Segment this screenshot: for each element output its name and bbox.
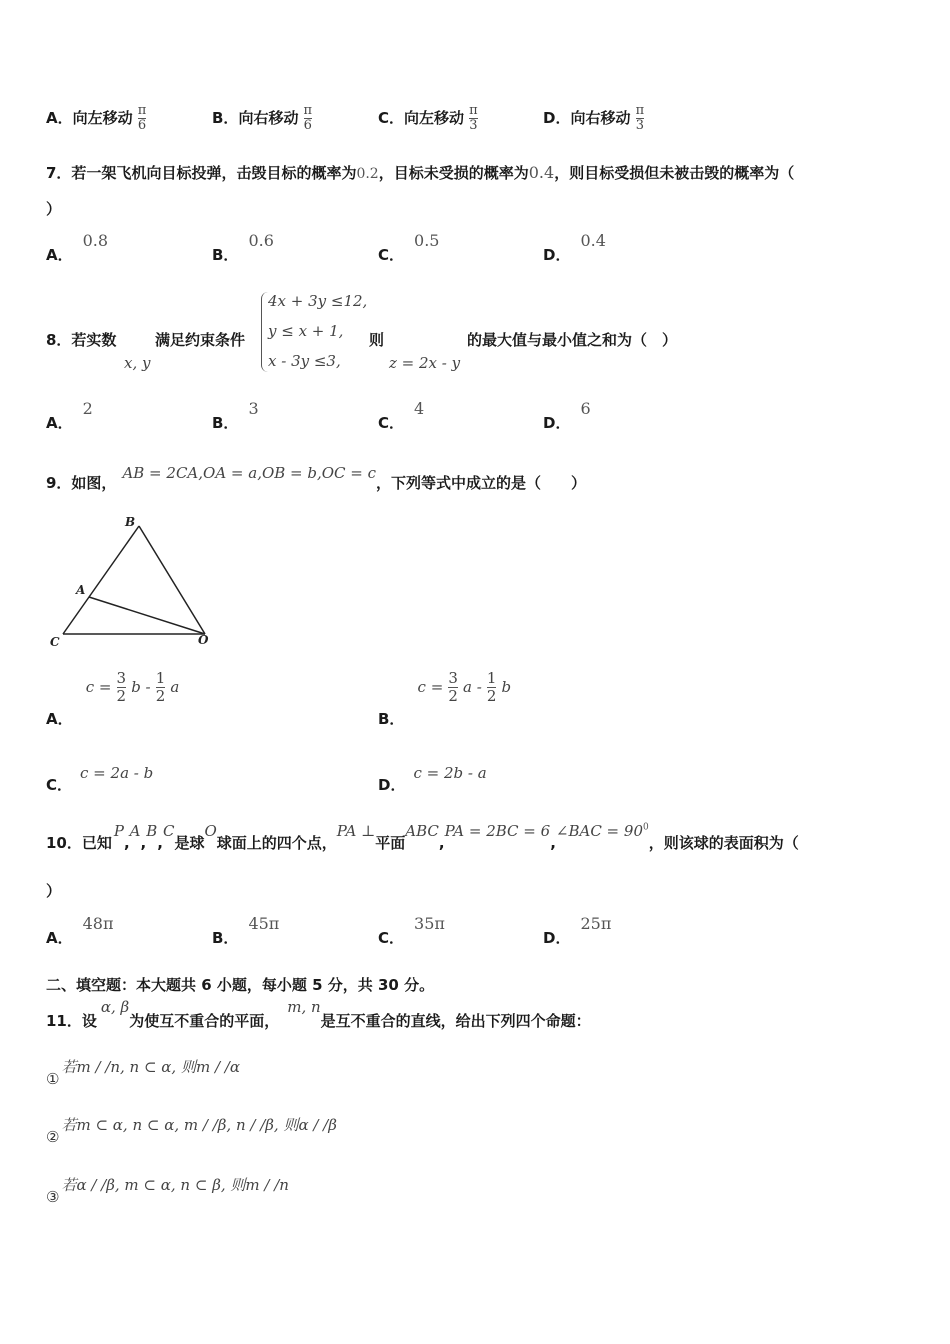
proposition-3: ③若α / /β, m ⊂ α, n ⊂ β, 则m / /n (46, 1176, 289, 1206)
prob-undamaged: 0.4 (528, 163, 555, 182)
fraction: $\frac{3}{2}$ (448, 669, 458, 705)
q6-option-d[interactable] (543, 104, 644, 133)
q6-option-c[interactable] (378, 104, 478, 133)
q9-option-b[interactable]: B． c = $\frac{3}{2}$ a - $\frac{1}{2}$ b (378, 669, 512, 728)
q10-option-c[interactable]: C．35π (378, 914, 445, 947)
q9-option-d[interactable]: D．c = 2b - a (378, 764, 487, 794)
option-text: 向左移动 (72, 109, 133, 127)
q8-option-d[interactable]: D．6 (543, 399, 591, 432)
constraint-3: x - 3y ≤3, (268, 352, 341, 370)
q7-stem: 7．若一架飞机向目标投弹，击毁目标的概率为0.2，目标未受损的概率为0.4，则目标受损但未被击毁的概率为（ (46, 163, 795, 182)
q8-option-c[interactable]: C．4 (378, 399, 425, 432)
q8-objective: z = 2x - y (389, 354, 461, 372)
q10-stem-close: ） (46, 882, 62, 900)
segment-bc (63, 526, 139, 634)
q11-stem: 11．设α, β为使互不重合的平面，m, n是互不重合的直线，给出下列四个命题： (46, 998, 591, 1030)
q9-option-a[interactable]: A． c = $\frac{3}{2}$ b - $\frac{1}{2}$ a (46, 669, 180, 728)
q9-stem: 9．如图，AB = 2CA,OA = a,OB = b,OC = c，下列等式中成立的是（ ） (46, 464, 587, 492)
constraint-1: 4x + 3y ≤12, (268, 292, 368, 310)
proposition-2: ②若m ⊂ α, n ⊂ α, m / /β, n / /β, 则α / /β (46, 1116, 337, 1146)
segment-ob (139, 526, 205, 634)
prob-destroy: 0.2 (356, 166, 379, 182)
label-a: A (76, 583, 86, 597)
q9-option-c[interactable]: C．c = 2a - b (46, 764, 154, 794)
triangle-figure (44, 512, 219, 652)
option-label: B． (212, 109, 239, 127)
section-heading: 二、填空题：本大题共 6 小题，每小题 5 分，共 30 分。 (46, 976, 435, 994)
q10-option-d[interactable]: D．25π (543, 914, 612, 947)
q8-option-b[interactable]: B．3 (212, 399, 259, 432)
proposition-1: ①若m / /n, n ⊂ α, 则m / /α (46, 1058, 240, 1088)
q7-option-c[interactable]: C．0.5 (378, 231, 440, 264)
q7-stem-close: ） (46, 200, 62, 218)
fraction: $\frac{\pi}{3}$ (469, 103, 478, 133)
q7-option-b[interactable]: B．0.6 (212, 231, 274, 264)
q8-option-a[interactable]: A．2 (46, 399, 93, 432)
q8-stem-c: 则 (369, 331, 385, 349)
q8-stem-d: 的最大值与最小值之和为（ ） (467, 331, 678, 349)
q8-stem-b: 满足约束条件 (155, 331, 246, 349)
option-label: A． (46, 109, 73, 127)
option-text: 向右移动 (238, 109, 299, 127)
fraction: $\frac{\pi}{6}$ (137, 103, 147, 133)
option-label: D． (543, 109, 571, 127)
fraction: $\frac{\pi}{6}$ (303, 103, 313, 133)
fraction: $\frac{1}{2}$ (155, 669, 166, 705)
option-text: 向左移动 (404, 109, 465, 127)
constraint-2: y ≤ x + 1, (268, 322, 344, 340)
label-b: B (125, 515, 136, 529)
q6-option-a[interactable] (46, 104, 146, 133)
fraction: $\frac{\pi}{3}$ (635, 103, 645, 133)
option-text: 向右移动 (570, 109, 631, 127)
q8-vars: x, y (124, 354, 151, 372)
label-o: O (198, 633, 209, 647)
fraction: $\frac{3}{2}$ (116, 669, 127, 705)
constraint-brace (261, 292, 268, 372)
q8-stem-a: 8．若实数 (46, 331, 117, 349)
q10-option-a[interactable]: A．48π (46, 914, 114, 947)
fraction: $\frac{1}{2}$ (486, 669, 497, 705)
segment-ao (89, 597, 205, 634)
q7-option-d[interactable]: D．0.4 (543, 231, 606, 264)
q7-option-a[interactable]: A．0.8 (46, 231, 109, 264)
label-c: C (50, 635, 60, 649)
q10-option-b[interactable]: B．45π (212, 914, 280, 947)
q10-stem: 10．已知P,A,B,C是球O球面上的四个点，PA ⊥平面ABC,PA = 2BC = 6,∠BAC = $90^0$，则该球的表面积为（ (46, 822, 799, 852)
q6-option-b[interactable] (212, 104, 312, 133)
option-label: C． (378, 109, 405, 127)
q9-condition: AB = 2CA,OA = a,OB = b,OC = c (122, 464, 377, 482)
